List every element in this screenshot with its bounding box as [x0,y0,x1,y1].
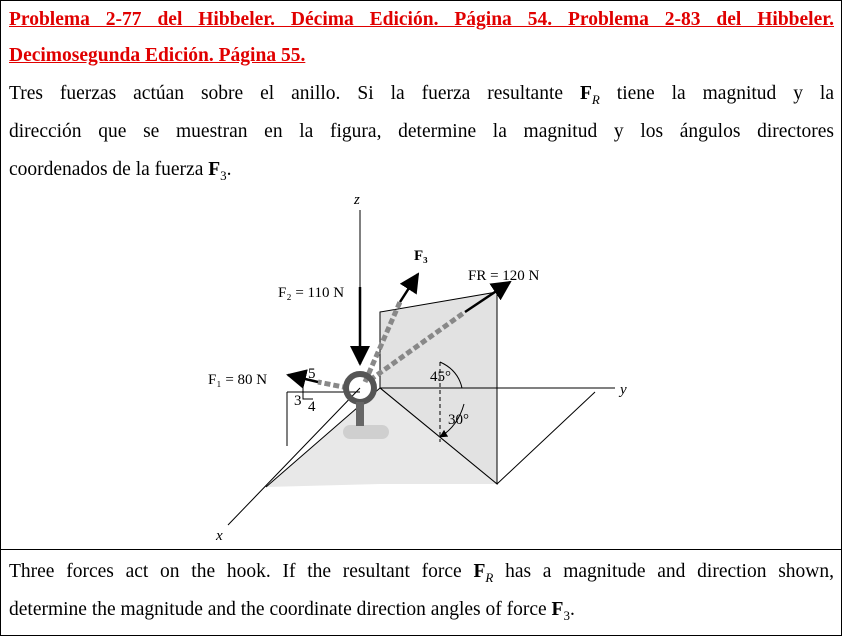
f3-label: F₃ [414,248,428,264]
english-text: determine the magnitude and the coordinate direction angles of force [9,599,552,620]
spanish-line-3 [9,151,834,189]
english-line-2 [9,591,834,629]
z-axis-label: z [354,192,360,208]
hook-shadow [343,425,389,439]
problem-title-line1: Problema 2-77 del Hibbeler. Décima Edición. Página 54. Problema 2-83 del Hibbeler. [9,9,834,30]
y-axis-label: y [620,382,627,398]
spanish-text: coordenados de la fuerza [9,159,209,180]
f3-arrow [400,274,418,302]
subscript-3: 3 [563,607,570,623]
triangle-label-5: 5 [308,366,316,382]
hook-stem [356,402,364,426]
f2-label: F₂ = 110 N [278,285,345,301]
angle-30-label: 30° [448,412,469,428]
triangle-label-4: 4 [308,399,316,415]
spanish-line-1 [9,75,834,113]
symbol-F: F [579,83,592,104]
symbol-F: F [551,599,564,620]
english-text: has a magnitude and direction shown, [493,561,834,582]
spanish-text: . [226,159,232,180]
symbol-F: F [473,561,486,582]
symbol-F: F [208,159,221,180]
subscript-3: 3 [220,167,227,183]
ground-edge-3 [497,392,595,484]
english-statement [9,553,834,629]
subscript-R: R [591,91,600,107]
f1-label: F₁ = 80 N [208,372,268,388]
triangle-label-3: 3 [294,393,302,409]
english-line-1 [9,553,834,591]
force-figure [200,192,640,548]
spanish-line-2: dirección que se muestran en la figura, determine la magnitud y los ángulos directores [9,121,834,142]
problem-title-line2: Decimosegunda Edición. Página 55. [9,45,306,66]
x-axis-label: x [216,528,223,544]
fr-label: FR = 120 N [468,268,540,284]
spanish-text: Tres fuerzas actúan sobre el anillo. Si la fuerza resultante [9,83,580,104]
english-text: Three forces act on the hook. If the resultant force [9,561,474,582]
english-text: . [569,599,575,620]
subscript-R: R [485,569,494,585]
section-divider [0,549,842,550]
spanish-text: tiene la magnitud y la [599,83,834,104]
angle-45-label: 45° [430,369,451,385]
spanish-statement [9,75,834,189]
